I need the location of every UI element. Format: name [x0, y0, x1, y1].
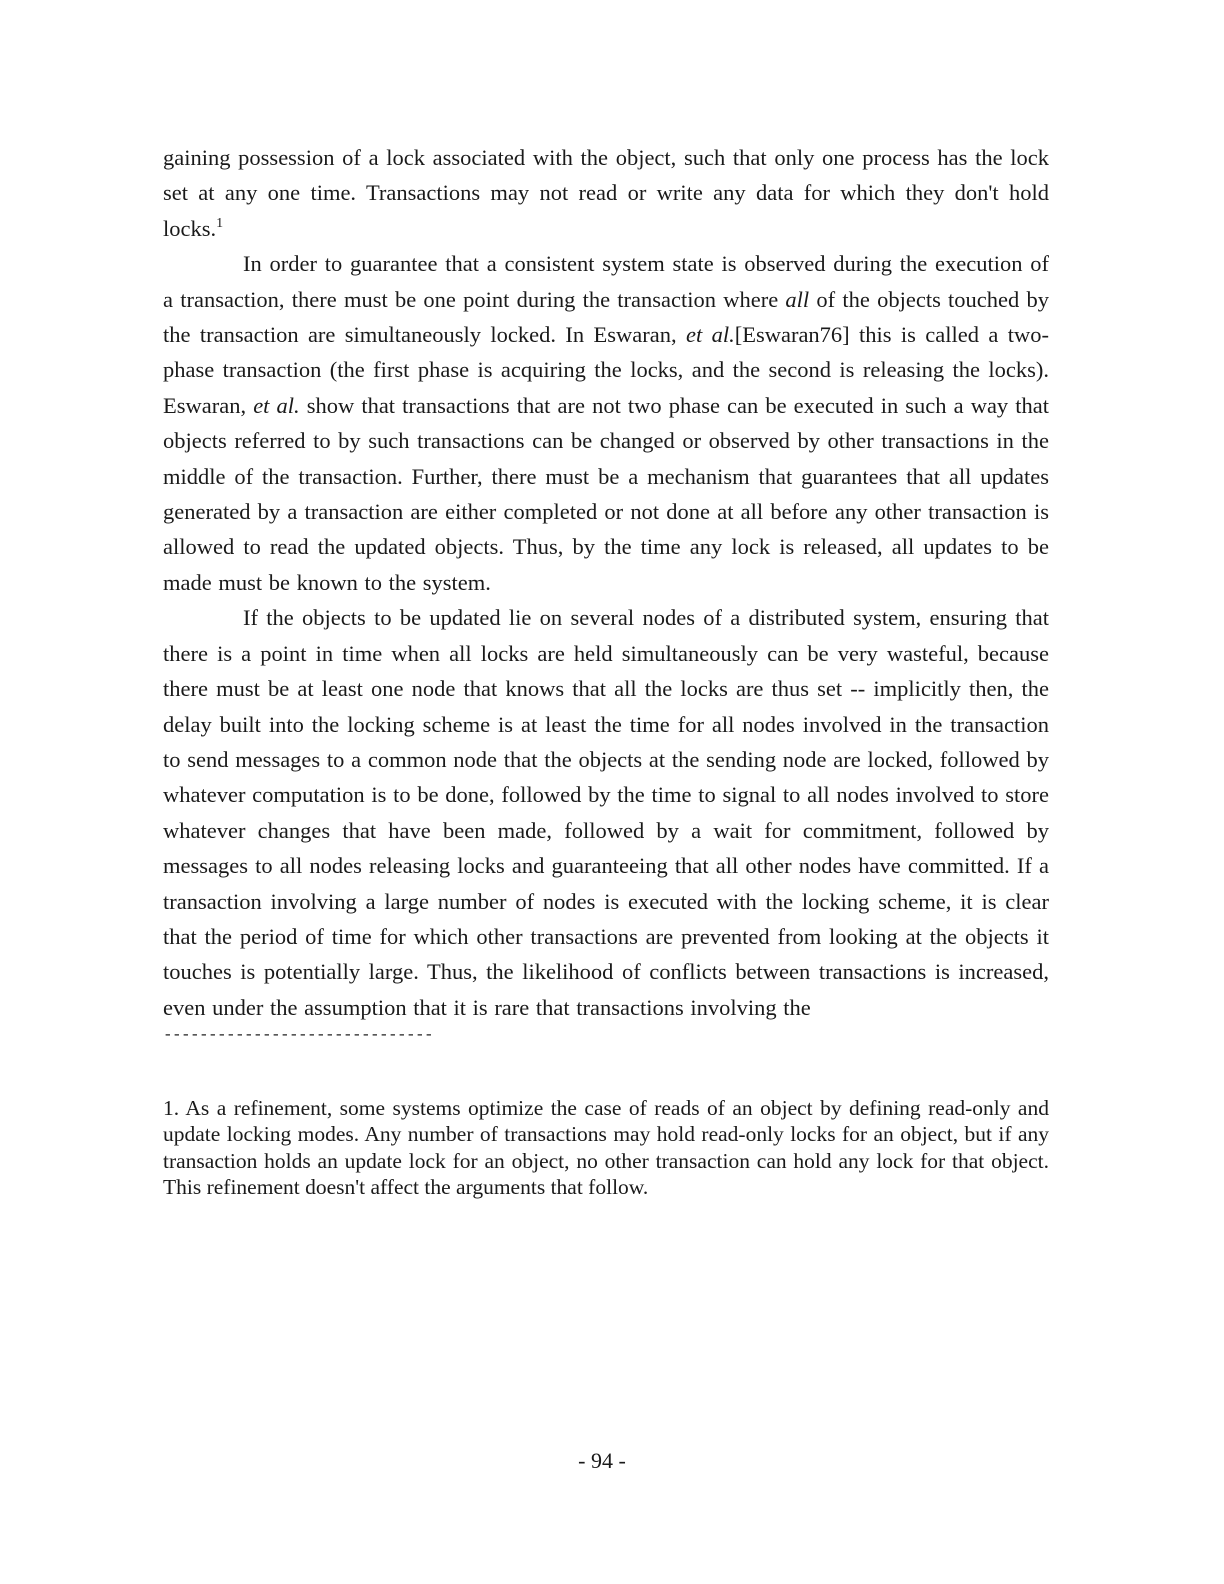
footnote — [163, 1095, 1049, 1200]
paragraph-3-text: If the objects to be updated lie on several nodes of a distributed system, ensuring that there is a point in time when all locks are held simultaneously can be very wasteful, because there must be at least one node that knows that all the locks are thus set -- implicitly then, the delay built into the locking scheme is at least the time for all nodes involved in the transaction to send messages to a common node that the objects at the sending node are locked, followed by whatever computation is to be done, followed by the time to signal to all nodes involved to store whatever changes that have been made, followed by a wait for commitment, followed by messages to all nodes releasing locks and guaranteeing that all other nodes have committed. If a transaction involving a large number of nodes is executed with the locking scheme, it is clear that the period of time for which other transactions are prevented from looking at the objects it touches is potentially large. Thus, the likelihood of conflicts between transactions is increased, even under the assumption that it is rare that transactions involving the — [163, 605, 1049, 1020]
footnote-marker: 1 — [216, 215, 224, 231]
emphasis-all: all — [785, 286, 810, 312]
paragraph-2-text-d: show that transactions that are not two phase can be executed in such a way that objects referred to by such transactions can be changed or observed by other transactions in the middle of the transaction. Further, there must be a mechanism that guarantees that all updates generated by a transaction are either completed or not done at all before any other transaction is allowed to read the updated objects. Thus, by the time any lock is released, all updates to be made must be known to the system. — [163, 392, 1049, 595]
paragraph-2 — [163, 246, 1049, 600]
page-body — [163, 140, 1049, 1222]
paragraph-2-text-b: of the objects touched by the transaction are simultaneously locked. In Eswaran, — [163, 286, 1050, 348]
paragraph-1 — [163, 140, 1049, 246]
paragraph-2-text-a: In order to guarantee that a consistent system state is observed during the execution of a transaction, there must be one point during the transaction where — [163, 251, 1049, 312]
paragraph-3 — [163, 600, 1049, 1025]
footnote-separator: ------------------------------ — [163, 1026, 434, 1045]
paragraph-2-text-c: [Eswaran76] this is called a two-phase transaction (the first phase is acquiring the locks, and the second is releasing the locks). Eswaran, — [163, 322, 1049, 418]
footnote-number: 1. — [163, 1096, 180, 1121]
paragraph-1-text: gaining possession of a lock associated with the object, such that only one process has the lock set at any one time. Transactions may not read or write any data for which they don't hold locks. — [163, 145, 1049, 241]
emphasis-et-al-1: et al. — [685, 322, 735, 348]
footnote-text: As a refinement, some systems optimize the case of reads of an object by defining read-only and update locking modes. Any number of transactions may hold read-only locks for an object, but if any transaction holds an update lock for an object, no other transaction can hold any lock for that object. This refinement doesn't affect the arguments that follow. — [163, 1096, 1049, 1200]
page-number: - 94 - — [578, 1448, 626, 1473]
emphasis-et-al-2: et al. — [253, 392, 300, 418]
